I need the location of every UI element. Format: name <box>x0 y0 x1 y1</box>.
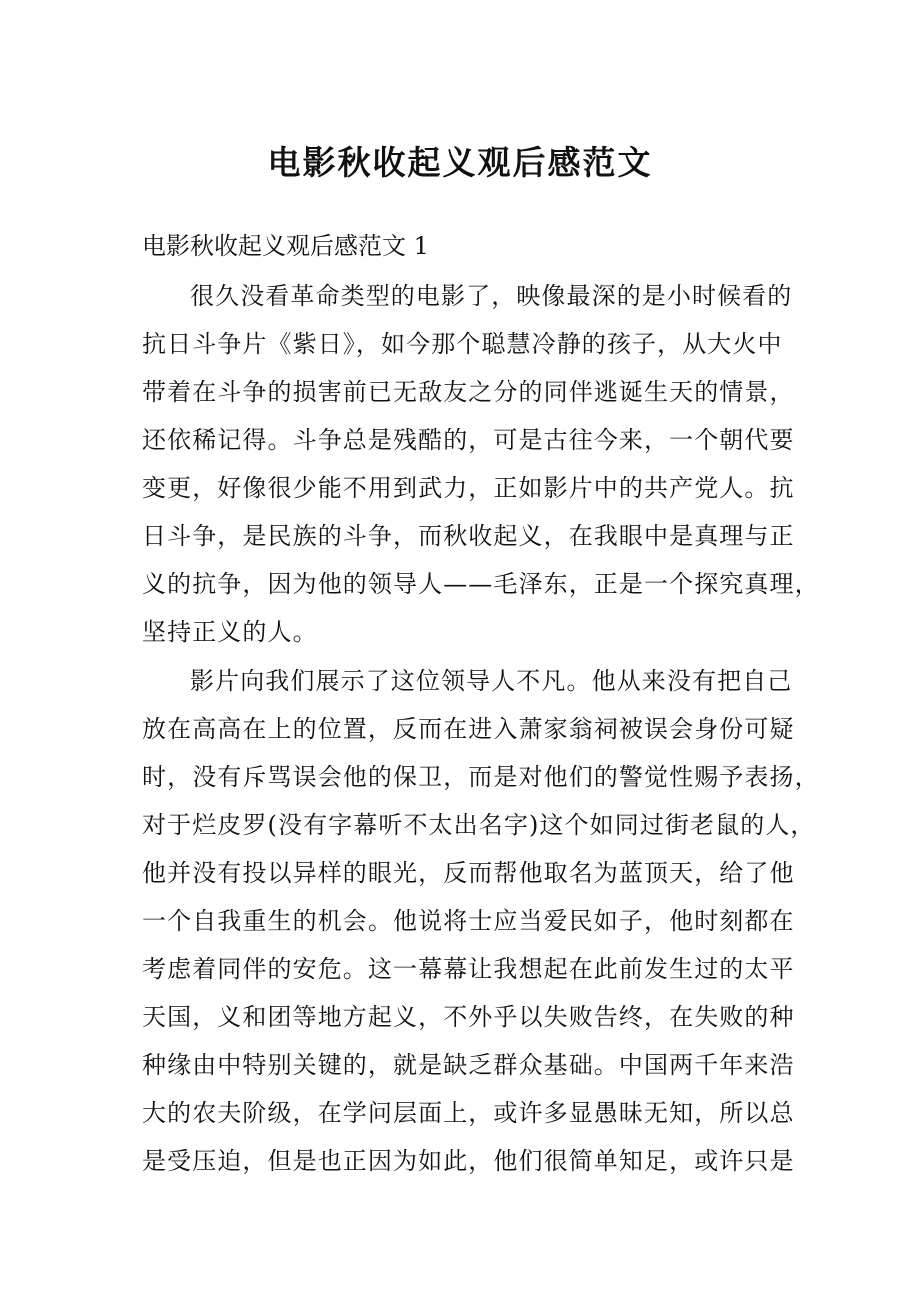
text-line: 时，没有斥骂误会他的保卫，而是对他们的警觉性赐予表扬， <box>142 763 820 791</box>
text-line: 很久没看革命类型的电影了，映像最深的是小时候看的 <box>190 282 793 310</box>
text-line: 坚持正义的人。 <box>142 618 318 646</box>
text-line: 放在高高在上的位置，反而在进入萧家翁祠被误会身份可疑 <box>142 715 795 743</box>
text-line: 考虑着同伴的安危。这一幕幕让我想起在此前发生过的太平 <box>142 955 795 983</box>
text-line: 一个自我重生的机会。他说将士应当爱民如子，他时刻都在 <box>142 907 795 935</box>
text-line: 他并没有投以异样的眼光，反而帮他取名为蓝顶天，给了他 <box>142 859 795 887</box>
text-line: 大的农夫阶级，在学问层面上，或许多显愚昧无知，所以总 <box>142 1099 795 1127</box>
paragraph-1 <box>142 272 820 656</box>
document-title: 电影秋收起义观后感范文 <box>267 143 653 182</box>
text-line: 是受压迫，但是也正因为如此，他们很简单知足，或许只是 <box>142 1147 795 1175</box>
text-line: 带着在斗争的损害前已无敌友之分的同伴逃诞生天的情景， <box>142 378 795 406</box>
paragraph-2 <box>142 657 820 1185</box>
text-line: 还依稀记得。斗争总是残酷的，可是古往今来，一个朝代要 <box>142 426 795 454</box>
text-line: 日斗争，是民族的斗争，而秋收起义，在我眼中是真理与正 <box>142 522 795 550</box>
text-line: 影片向我们展示了这位领导人不凡。他从来没有把自己 <box>190 667 793 695</box>
text-line: 天国，义和团等地方起义，不外乎以失败告终，在失败的种 <box>142 1003 795 1031</box>
text-line: 变更，好像很少能不用到武力，正如影片中的共产党人。抗 <box>142 474 795 502</box>
section-heading: 电影秋收起义观后感范文 1 <box>142 232 429 260</box>
text-line: 抗日斗争片《紫日》，如今那个聪慧冷静的孩子，从大火中 <box>142 330 783 358</box>
text-line: 义的抗争，因为他的领导人——毛泽东，正是一个探究真理， <box>142 570 820 598</box>
text-line: 对于烂皮罗(没有字幕听不太出名字)这个如同过街老鼠的人， <box>142 811 816 839</box>
text-line: 种缘由中特别关键的，就是缺乏群众基础。中国两千年来浩 <box>142 1051 795 1079</box>
